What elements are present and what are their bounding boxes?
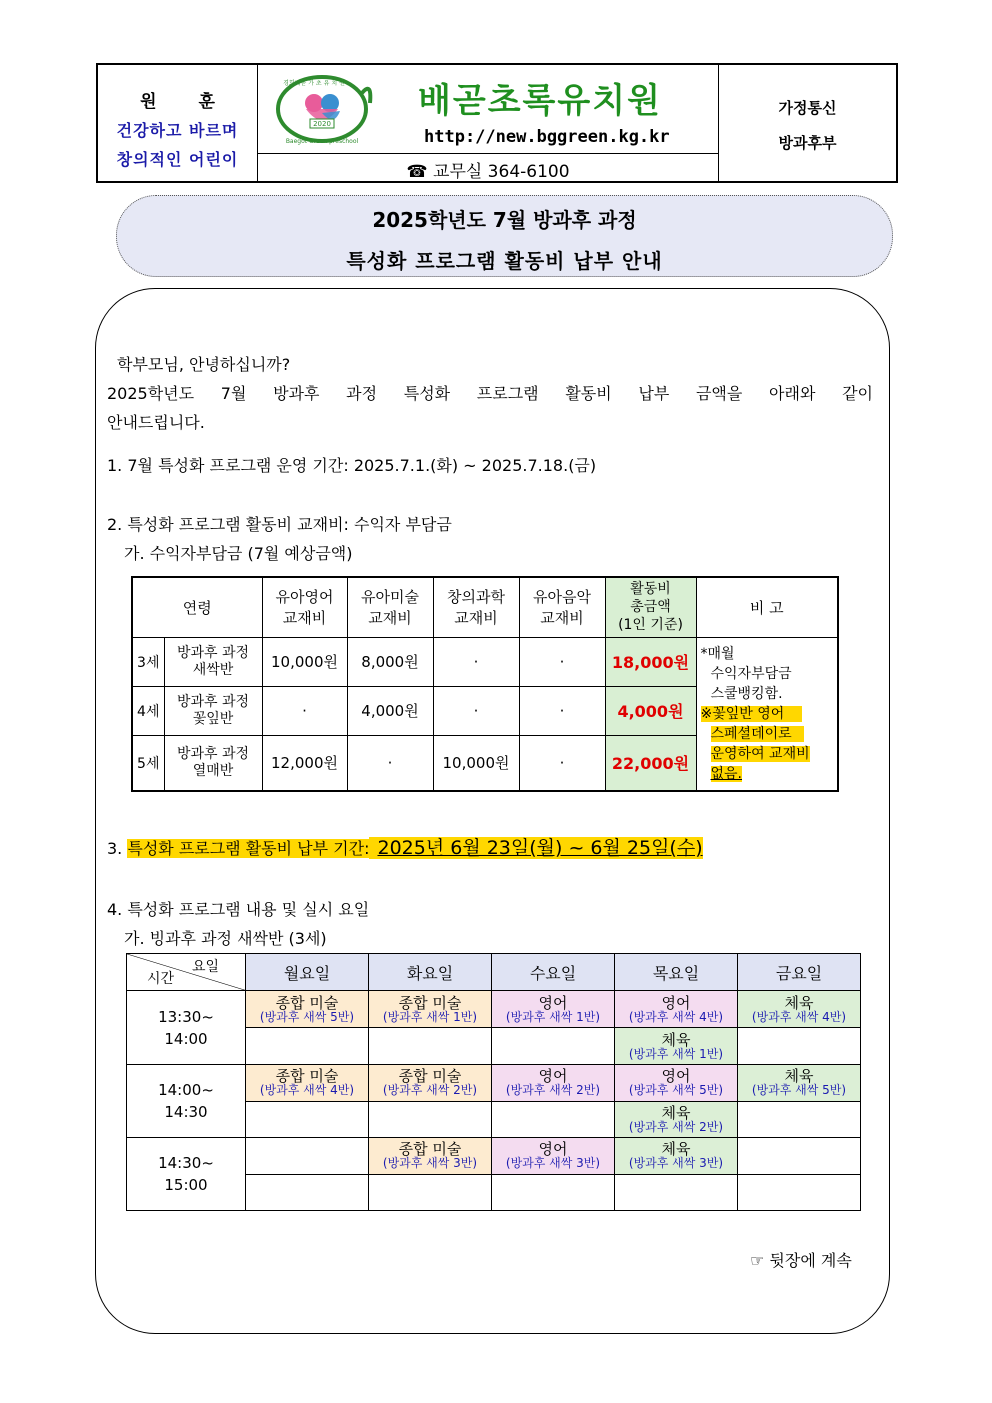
- schedule-cell: 체육 (방과후 새싹 4반): [738, 991, 861, 1028]
- section-2-heading: 2. 특성화 프로그램 활동비 교재비: 수익자 부담금: [107, 515, 452, 534]
- fee-age: 3세: [132, 637, 164, 686]
- fee-science: ·: [433, 637, 519, 686]
- corner-day-label: 요일: [191, 959, 219, 975]
- fee-total: 4,000원: [605, 686, 696, 735]
- fee-music: ·: [519, 637, 605, 686]
- schedule-cell-empty: [492, 1174, 615, 1210]
- header-note: 비 고: [696, 577, 838, 637]
- schedule-cell: 체육 (방과후 새싹 1반): [615, 1028, 738, 1065]
- time-slot: 14:00~ 14:30: [127, 1065, 246, 1137]
- day-header: 금요일: [738, 954, 861, 991]
- motto-line-1: 건강하고 바르며: [116, 121, 239, 140]
- fee-table: [131, 576, 839, 792]
- schedule-cell-empty: [738, 1137, 861, 1174]
- day-header: 월요일: [246, 954, 369, 991]
- schedule-cell-empty: [369, 1174, 492, 1210]
- school-brand: [258, 65, 718, 181]
- fee-total: 18,000원: [605, 637, 696, 686]
- schedule-cell-empty: [246, 1028, 369, 1065]
- schedule-cell: 종합 미술 (방과후 새싹 2반): [369, 1065, 492, 1101]
- intro-line: 2025학년도 7월 방과후 과정 특성화 프로그램 활동비 납부 금액을 아래와 같이: [107, 384, 873, 403]
- schedule-cell: 영어 (방과후 새싹 2반): [492, 1065, 615, 1101]
- section-3-label: 3.: [107, 839, 123, 858]
- fee-total: 22,000원: [605, 735, 696, 790]
- title-line-2: 특성화 프로그램 활동비 납부 안내: [346, 249, 663, 273]
- day-header: 목요일: [615, 954, 738, 991]
- logo-year: 2020: [313, 120, 331, 128]
- day-header: 화요일: [369, 954, 492, 991]
- schedule-cell: 종합 미술 (방과후 새싹 4반): [246, 1065, 369, 1101]
- header-music: 유아음악 교재비: [519, 577, 605, 637]
- schedule-table: [126, 953, 861, 1211]
- section-3-text: 특성화 프로그램 활동비 납부 기간:: [127, 839, 370, 858]
- school-phone: ☎ 교무실 364-6100: [258, 153, 718, 181]
- fee-english: ·: [262, 686, 347, 735]
- header-age: 연령: [132, 577, 262, 637]
- schedule-corner: [127, 954, 246, 991]
- fee-age: 4세: [132, 686, 164, 735]
- schedule-cell: 영어 (방과후 새싹 5반): [615, 1065, 738, 1101]
- schedule-cell: 체육 (방과후 새싹 3반): [615, 1137, 738, 1174]
- school-url: http://new.bggreen.kg.kr: [424, 127, 670, 147]
- school-name: 배곧초록유치원: [418, 81, 662, 121]
- schedule-cell: 종합 미술 (방과후 새싹 3반): [369, 1137, 492, 1174]
- schedule-cell: 영어 (방과후 새싹 3반): [492, 1137, 615, 1174]
- schedule-cell-empty: [246, 1101, 369, 1137]
- greeting: 학부모님, 안녕하십니까?: [117, 355, 291, 374]
- schedule-cell-empty: [615, 1174, 738, 1210]
- motto-title: 원 훈: [140, 92, 233, 112]
- payment-period: 2025년 6월 23일(월) ~ 6월 25일(수): [369, 837, 702, 859]
- fee-english: 12,000원: [262, 735, 347, 790]
- fee-art: 4,000원: [347, 686, 433, 735]
- fee-class: 방과후 과정 열매반: [164, 735, 262, 790]
- schedule-cell-empty: [246, 1174, 369, 1210]
- fee-english: 10,000원: [262, 637, 347, 686]
- fee-note: *매월 수익자부담금 스쿨뱅킹함. ※꽃잎반 영어 스페셜데이로 운영하여 교재비 없음.: [696, 637, 838, 791]
- notice-title: [116, 195, 893, 277]
- section-2-sub: 가. 수익자부담금 (7월 예상금액): [124, 544, 353, 563]
- section-4-sub: 가. 빙과후 과정 새싹반 (3세): [124, 929, 327, 948]
- doc-type-box: [718, 65, 896, 181]
- corner-time-label: 시간: [147, 971, 175, 988]
- letterhead: [96, 63, 898, 183]
- header-total: 활동비 총금액 (1인 기준): [605, 577, 696, 637]
- diagonal-line-icon: [127, 954, 245, 990]
- logo-text-bottom: Baegot Green preschool: [285, 138, 359, 145]
- motto-line-2: 창의적인 어린이: [116, 150, 239, 169]
- motto-box: [98, 65, 258, 181]
- section-1: 1. 7월 특성화 프로그램 운영 기간: 2025.7.1.(화) ~ 2025.7.18.(금): [107, 456, 597, 475]
- schedule-cell: 영어 (방과후 새싹 4반): [615, 991, 738, 1028]
- schedule-cell: 종합 미술 (방과후 새싹 1반): [369, 991, 492, 1028]
- schedule-cell-empty: [246, 1137, 369, 1174]
- fee-music: ·: [519, 686, 605, 735]
- title-line-1: 2025학년도 7월 방과후 과정: [372, 208, 637, 232]
- fee-music: ·: [519, 735, 605, 790]
- fee-art: 8,000원: [347, 637, 433, 686]
- schedule-cell-empty: [738, 1028, 861, 1065]
- time-slot: 14:30~ 15:00: [127, 1137, 246, 1210]
- doc-type: 가정통신: [778, 99, 837, 117]
- logo-text-top: 경희배곧 가 초 유 치 원: [283, 80, 345, 87]
- fee-science: ·: [433, 686, 519, 735]
- header-science: 창의과학 교재비: [433, 577, 519, 637]
- schedule-cell-empty: [492, 1028, 615, 1065]
- day-header: 수요일: [492, 954, 615, 991]
- continued-note: ☞ 뒷장에 계속: [750, 1251, 852, 1270]
- schedule-cell-empty: [369, 1028, 492, 1065]
- schedule-cell: 영어 (방과후 새싹 1반): [492, 991, 615, 1028]
- schedule-cell: 체육 (방과후 새싹 5반): [738, 1065, 861, 1101]
- schedule-cell: 종합 미술 (방과후 새싹 5반): [246, 991, 369, 1028]
- fee-class: 방과후 과정 새싹반: [164, 637, 262, 686]
- intro-line-end: 안내드립니다.: [107, 413, 205, 432]
- header-english: 유아영어 교재비: [262, 577, 347, 637]
- fee-row: [132, 637, 838, 686]
- schedule-cell: 체육 (방과후 새싹 2반): [615, 1101, 738, 1137]
- section-3: [107, 833, 703, 860]
- fee-science: 10,000원: [433, 735, 519, 790]
- fee-age: 5세: [132, 735, 164, 790]
- schedule-cell-empty: [738, 1101, 861, 1137]
- fee-art: ·: [347, 735, 433, 790]
- doc-dept: 방과후부: [778, 134, 837, 152]
- schedule-cell-empty: [492, 1101, 615, 1137]
- time-slot: 13:30~ 14:00: [127, 991, 246, 1065]
- schedule-cell-empty: [738, 1174, 861, 1210]
- header-art: 유아미술 교재비: [347, 577, 433, 637]
- school-logo-icon: [274, 73, 374, 147]
- fee-class: 방과후 과정 꽃잎반: [164, 686, 262, 735]
- section-4-heading: 4. 특성화 프로그램 내용 및 실시 요일: [107, 900, 370, 919]
- schedule-cell-empty: [369, 1101, 492, 1137]
